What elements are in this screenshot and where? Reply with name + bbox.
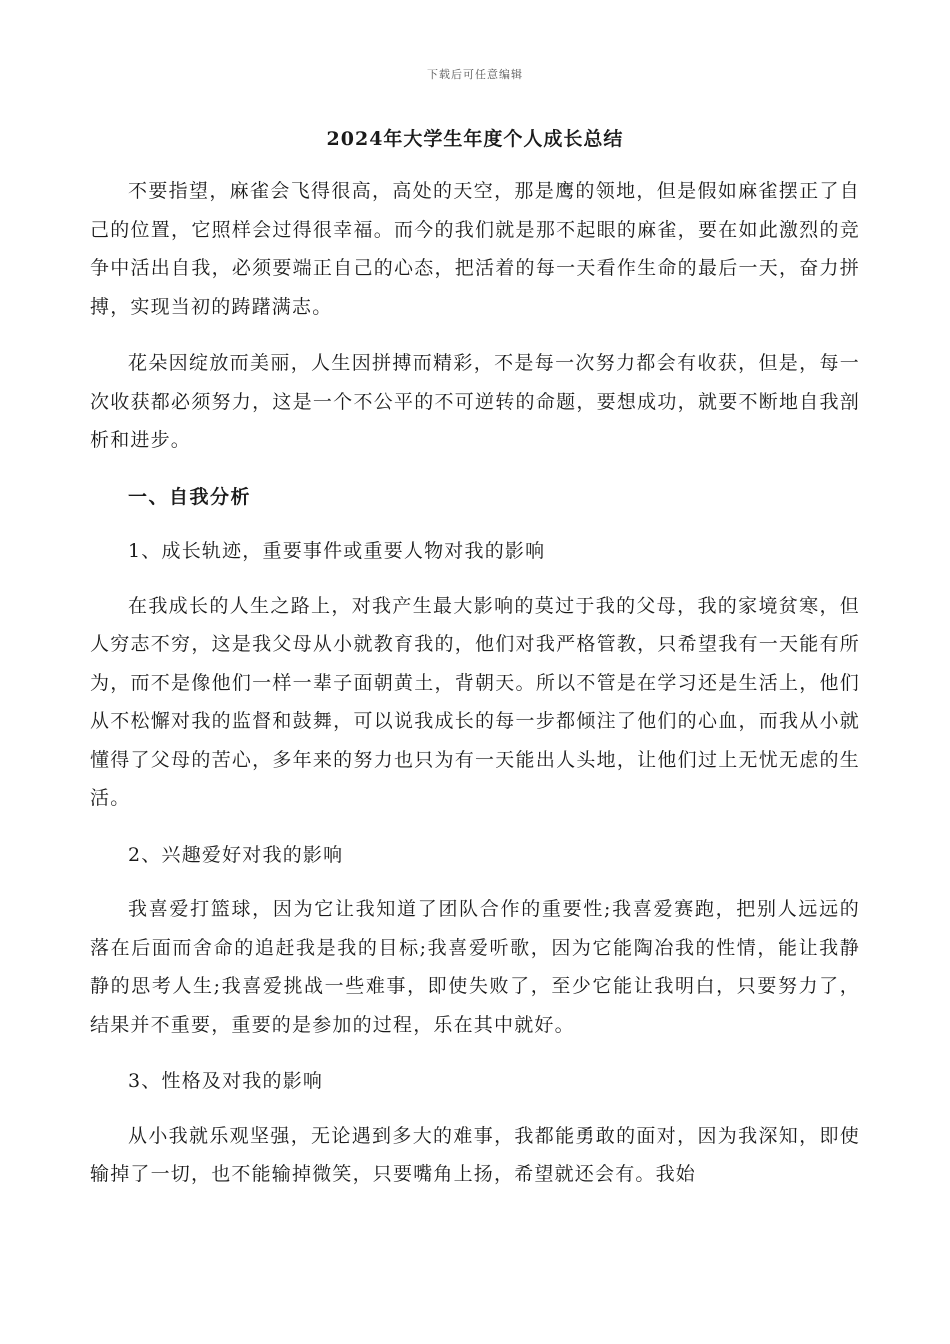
subsection-heading-hobbies: 2、兴趣爱好对我的影响 [128,843,344,866]
header-note: 下载后可任意编辑 [427,68,523,81]
paragraph-personality: 从小我就乐观坚强，无论遇到多大的难事，我都能勇敢的面对，因为我深知，即使输掉了一切，也不能输掉微笑，只要嘴角上扬，希望就还会有。我始 [90,1124,860,1185]
intro-paragraph-2: 花朵因绽放而美丽，人生因拼搏而精彩，不是每一次努力都会有收获，但是，每一次收获都必须努力，这是一个不公平的不可逆转的命题，要想成功，就要不断地自我剖析和进步。 [90,352,860,451]
subsection-heading-growth-track: 1、成长轨迹，重要事件或重要人物对我的影响 [128,540,546,562]
paragraph-growth-track: 在我成长的人生之路上，对我产生最大影响的莫过于我的父母，我的家境贫寒，但人穷志不穷，这是我父母从小就教育我的，他们对我严格管教，只希望我有一天能有所为，而不是像他们一样一辈子面朝黄土，背朝天。所以不管是在学习还是生活上，他们从不松懈对我的监督和鼓舞，可以说我成长的每一步都倾注了他们的心血，而我从小就懂得了父母的苦心，多年来的努力也只为有一天能出人头地，让他们过上无忧无虑的生活。 [90,594,860,809]
document-body [90,172,860,1212]
subsection-heading-personality: 3、性格及对我的影响 [128,1070,324,1092]
section-heading-self-analysis: 一、自我分析 [128,485,252,508]
paragraph-hobbies: 我喜爱打篮球，因为它让我知道了团队合作的重要性;我喜爱赛跑，把别人远远的落在后面而舍命的追赶我是我的目标;我喜爱听歌，因为它能陶冶我的性情，能让我静静的思考人生;我喜爱挑战一些难事，即使失败了，至少它能让我明白，只要努力了，结果并不重要，重要的是参加的过程，乐在其中就好。 [90,898,860,1036]
intro-paragraph-1: 不要指望，麻雀会飞得很高，高处的天空，那是鹰的领地，但是假如麻雀摆正了自己的位置，它照样会过得很幸福。而今的我们就是那不起眼的麻雀，要在如此激烈的竞争中活出自我，必须要端正自己的心态，把活着的每一天看作生命的最后一天，奋力拼搏，实现当初的踌躇满志。 [90,180,860,318]
document-title: 2024年大学生年度个人成长总结 [326,128,624,150]
